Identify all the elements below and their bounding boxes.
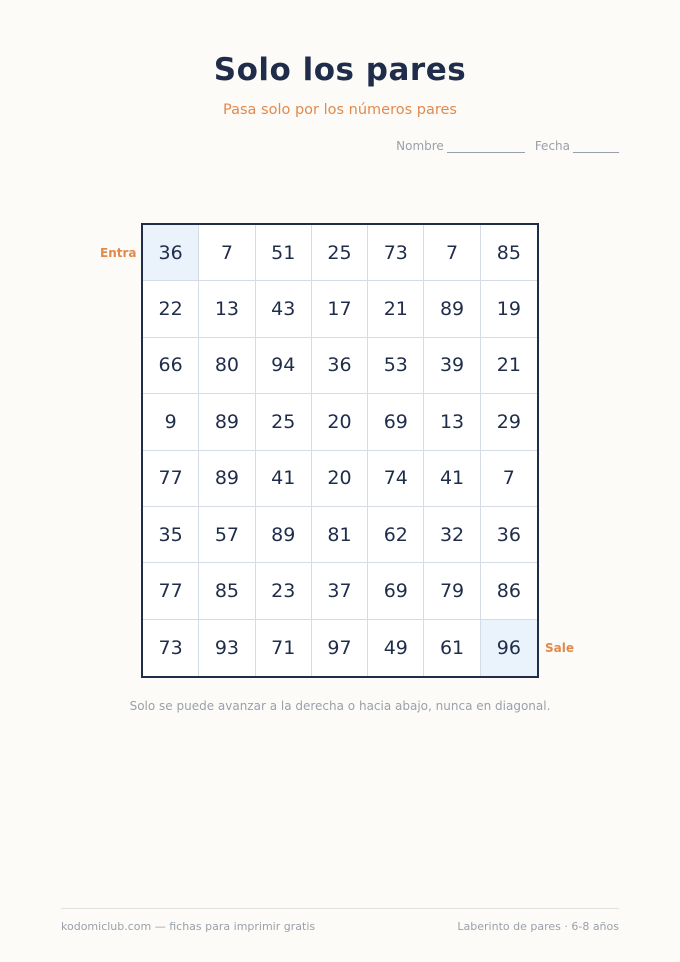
maze-exit-label: Sale [545,641,574,655]
name-field [396,139,525,153]
maze-cell[interactable]: 81 [312,507,368,563]
maze-cell[interactable]: 74 [368,451,424,507]
footer-worksheet-info: Laberinto de pares · 6-8 años [457,920,619,933]
maze-cell[interactable]: 7 [424,225,480,281]
name-label: Nombre [396,139,444,153]
footer-site: kodomiclub.com — fichas para imprimir gratis [61,920,316,933]
instructions-text: Solo se puede avanzar a la derecha o hacia abajo, nunca en diagonal. [129,699,551,713]
maze-cell[interactable]: 53 [368,338,424,394]
maze-cell[interactable]: 21 [481,338,537,394]
maze-cell[interactable]: 25 [312,225,368,281]
maze-cell[interactable]: 97 [312,620,368,676]
maze-cell[interactable]: 73 [368,225,424,281]
maze-cell[interactable]: 89 [256,507,312,563]
maze-cell[interactable]: 49 [368,620,424,676]
maze-cell[interactable]: 57 [199,507,255,563]
maze-cell[interactable]: 89 [199,394,255,450]
date-blank-line [573,142,619,153]
maze-cell[interactable]: 36 [143,225,199,281]
maze-cell[interactable]: 37 [312,563,368,619]
maze-cell[interactable]: 20 [312,451,368,507]
maze-cell[interactable]: 62 [368,507,424,563]
maze-cell[interactable]: 7 [481,451,537,507]
page-subtitle: Pasa solo por los números pares [223,102,457,118]
page-title: Solo los pares [213,52,467,88]
footer-divider [61,908,619,909]
maze-cell[interactable]: 96 [481,620,537,676]
maze-cell[interactable]: 25 [256,394,312,450]
maze-grid [141,223,539,678]
maze-cell[interactable]: 36 [312,338,368,394]
maze-cell[interactable]: 86 [481,563,537,619]
maze-entry-label: Entra [100,246,137,260]
maze-cell[interactable]: 41 [424,451,480,507]
maze-cell[interactable]: 89 [199,451,255,507]
maze-cell[interactable]: 22 [143,281,199,337]
maze-cell[interactable]: 43 [256,281,312,337]
maze-cell[interactable]: 85 [481,225,537,281]
maze-cell[interactable]: 35 [143,507,199,563]
date-field [535,139,619,153]
maze-cell[interactable]: 7 [199,225,255,281]
maze-cell[interactable]: 36 [481,507,537,563]
maze-cell[interactable]: 73 [143,620,199,676]
date-label: Fecha [534,139,570,153]
maze-cell[interactable]: 79 [424,563,480,619]
maze-cell[interactable]: 77 [143,563,199,619]
maze-cell[interactable]: 13 [424,394,480,450]
maze-cell[interactable]: 13 [199,281,255,337]
maze-cell[interactable]: 69 [368,394,424,450]
maze-cell[interactable]: 94 [256,338,312,394]
maze-cell[interactable]: 23 [256,563,312,619]
name-blank-line [447,142,525,153]
maze-cell[interactable]: 51 [256,225,312,281]
maze-cell[interactable]: 69 [368,563,424,619]
maze-cell[interactable]: 32 [424,507,480,563]
maze-cell[interactable]: 66 [143,338,199,394]
maze-cell[interactable]: 21 [368,281,424,337]
name-date-fields [396,139,619,153]
maze-cell[interactable]: 93 [199,620,255,676]
maze-cell[interactable]: 41 [256,451,312,507]
maze-cell[interactable]: 19 [481,281,537,337]
maze-cell[interactable]: 39 [424,338,480,394]
maze-cell[interactable]: 71 [256,620,312,676]
maze-cell[interactable]: 85 [199,563,255,619]
maze-cell[interactable]: 17 [312,281,368,337]
maze-cell[interactable]: 20 [312,394,368,450]
maze-cell[interactable]: 29 [481,394,537,450]
maze-cell[interactable]: 61 [424,620,480,676]
maze-cell[interactable]: 89 [424,281,480,337]
maze-cell[interactable]: 77 [143,451,199,507]
maze-cell[interactable]: 9 [143,394,199,450]
maze-cell[interactable]: 80 [199,338,255,394]
